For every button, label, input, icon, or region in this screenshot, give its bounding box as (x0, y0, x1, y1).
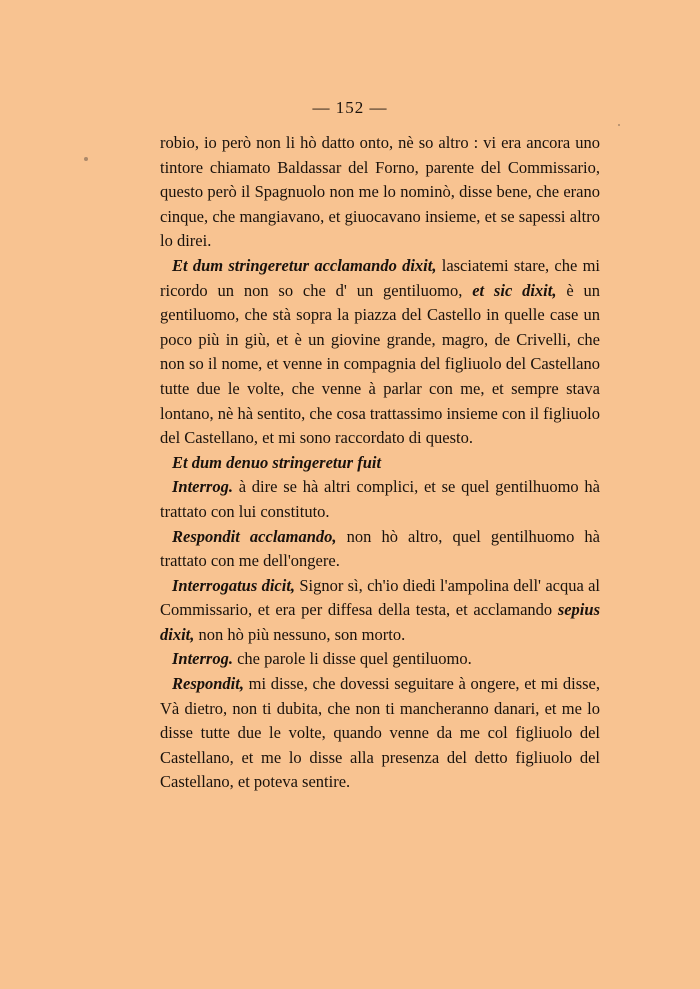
paragraph (160, 451, 600, 476)
paragraph (160, 672, 600, 795)
paragraph (160, 647, 600, 672)
text-run: è un gentiluomo, che stà sopra la piazza del Castello in quelle case un poco più in giù, et è un giovine grande, magro, de Crivelli, che non so il nome, et venne in compagnia del figliuolo del Castellano tutte due le volte, che venne à parlar con me, et sempre stava lontano, nè hà sentito, che cosa trattassimo insieme con il figliuolo del Castellano, et mi sono raccordato di questo. (160, 280, 600, 448)
latin-phrase: Respondit, (172, 674, 244, 694)
paragraph (160, 574, 600, 648)
text-run: Signor sì, ch'io diedi l'ampolina dell' acqua al Commissario, et era per diffesa della testa, et acclamando (160, 575, 600, 620)
text-run: mi disse, che dovessi seguitare à ongere, et mi disse, Và dietro, non ti dubita, che non ti mancheranno danari, et me lo disse tutte due le volte, quando venne da me col figliuolo del Castellano, et me lo disse alla presenza del detto figliuolo del Castellano, et poteva sentire. (160, 674, 600, 792)
latin-phrase: Et dum denuo stringeretur fuit (172, 452, 382, 472)
paragraph (160, 525, 600, 574)
paragraph (160, 254, 600, 451)
paragraph (160, 131, 600, 254)
text-run: non hò altro, quel gentilhuomo hà trattato con me dell'ongere. (160, 526, 600, 571)
page-number: — 152 — (312, 98, 388, 117)
latin-phrase: Interrog. (172, 649, 233, 669)
text-run: che parole li disse quel gentiluomo. (232, 649, 472, 669)
paper-speck (84, 157, 88, 161)
text-run: non hò più nessuno, son morto. (194, 624, 406, 644)
latin-phrase: et sic dixit, (472, 280, 557, 300)
latin-phrase: Et dum stringeretur acclamando dixit, (172, 255, 437, 275)
latin-phrase: Respondit acclamando, (172, 526, 337, 546)
text-run: à dire se hà altri complici, et se quel gentilhuomo hà trattato con lui constituto. (160, 477, 600, 521)
paper-speck (618, 124, 620, 126)
body-text (160, 131, 600, 795)
paragraph (160, 475, 600, 524)
latin-phrase: Interrogatus dicit, (172, 575, 296, 595)
text-run: robio, io però non li hò datto onto, nè so altro : vi era ancora uno tintore chiamato Baldassar del Forno, parente del Commissario, questo però il Spagnuolo non me lo nominò, disse bene, che erano cinque, che mangiavano, et giuocavano insieme, et se sapessi altro lo direi. (160, 133, 600, 251)
latin-phrase: sepius dixit, (160, 600, 600, 644)
text-run: lasciatemi stare, che mi ricordo un non so che d' un gentiluomo, (160, 255, 600, 300)
latin-phrase: Interrog. (172, 477, 233, 497)
